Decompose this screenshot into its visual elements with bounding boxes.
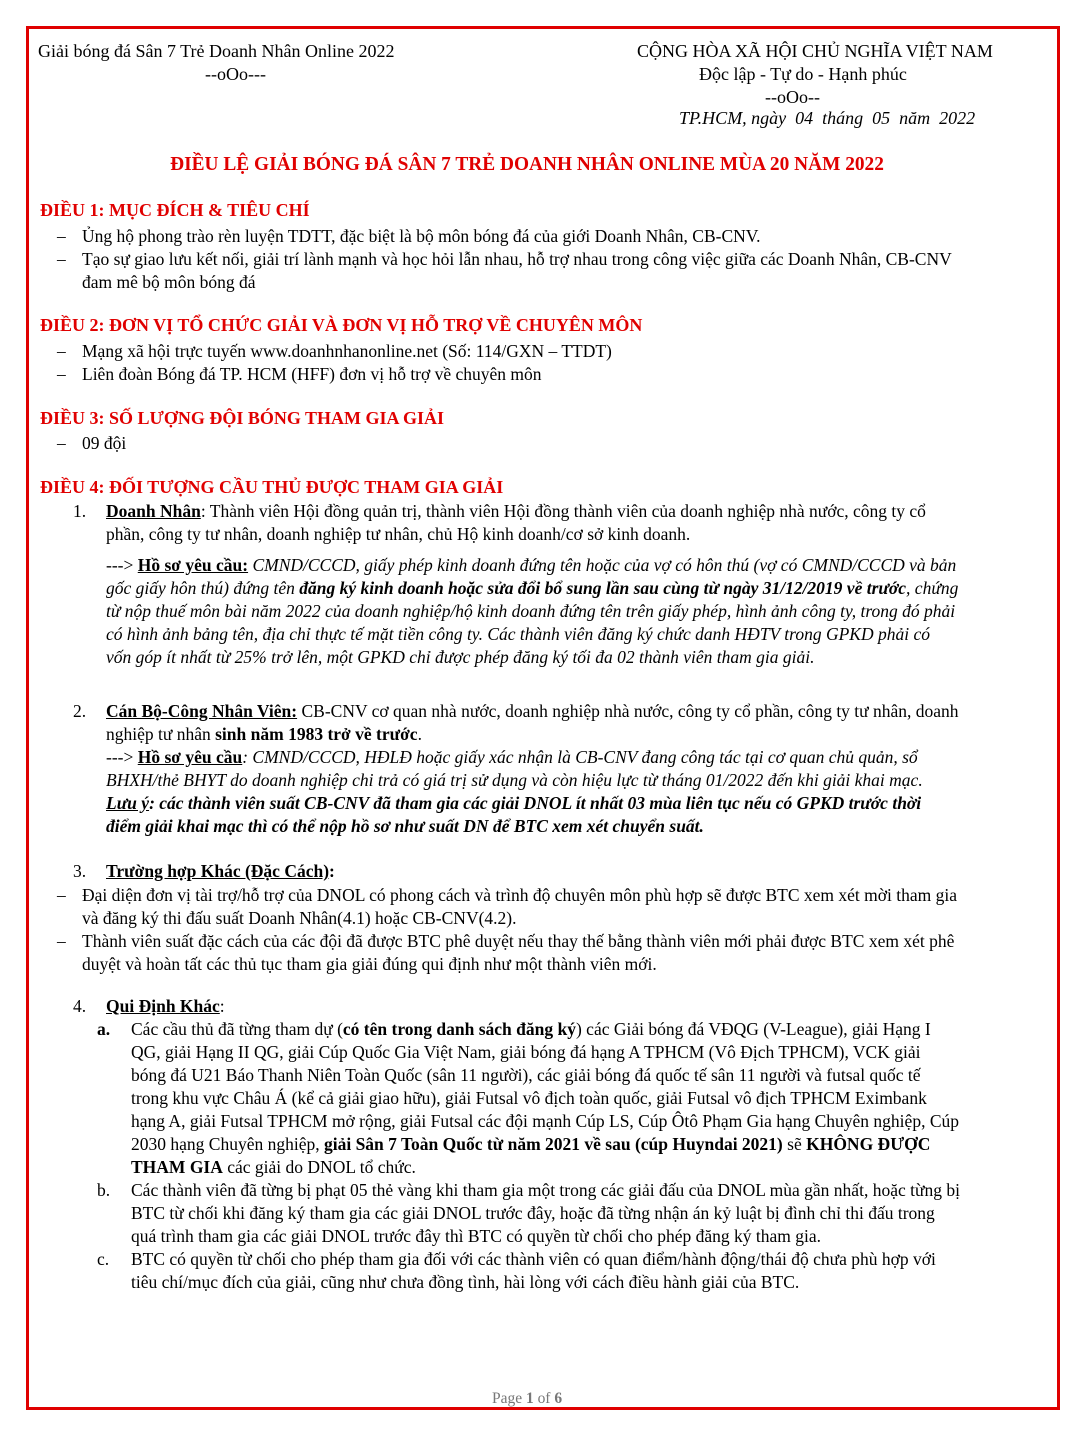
list-number: 2. xyxy=(73,701,87,721)
of-word: of xyxy=(533,1390,555,1407)
req-label: Hồ sơ yêu cầu: xyxy=(137,555,249,575)
text: nghiệp tư nhân xyxy=(106,724,216,744)
section-1-item-1: Ủng hộ phong trào rèn luyện TDTT, đặc biệt là bộ môn bóng đá của giới Doanh Nhân, CB-CNV. xyxy=(82,226,761,246)
text-bold: KHÔNG ĐƯỢC xyxy=(806,1134,931,1154)
item-4-3-dash-2: Thành viên suất đặc cách của các đội đã được BTC phê duyệt nếu thay thế bằng thành viên mới phải được BTC xem xét phê xyxy=(82,931,955,951)
rule-a-line-2: QG, giải Hạng II QG, giải Cúp Quốc Gia Việt Nam, giải bóng đá hạng A TPHCM (Vô Địch TPHCM), VCK giải xyxy=(131,1042,921,1062)
item-4-1-line-1 xyxy=(106,500,926,523)
document-title: ĐIỀU LỆ GIẢI BÓNG ĐÁ SÂN 7 TRẺ DOANH NHÂN ONLINE MÙA 20 NĂM 2022 xyxy=(170,153,884,175)
section-2-heading: ĐIỀU 2: ĐƠN VỊ TỔ CHỨC GIẢI VÀ ĐƠN VỊ HỖ TRỢ VỀ CHUYÊN MÔN xyxy=(40,315,643,335)
item-4-4-heading xyxy=(106,995,225,1018)
left-separator: --oOo--- xyxy=(205,64,266,84)
colon: : xyxy=(219,996,225,1016)
rule-b-line-1: Các thành viên đã từng bị phạt 05 thẻ vàng khi tham gia một trong các giải đấu của DNOL mùa gần nhất, hoặc từng bị xyxy=(131,1180,960,1200)
rule-c-line-2: tiêu chí/mục đích của giải, cũng như chưa đồng tình, hài lòng với cách điều hành giải của BTC. xyxy=(131,1272,800,1292)
text: ) các Giải bóng đá VĐQG (V-League), giải Hạng I xyxy=(575,1019,931,1039)
bullet-dash: – xyxy=(57,249,66,269)
req-4-1-line-1 xyxy=(106,554,956,577)
item-4-3-dash-1-cont: và đăng ký thi đấu suất Doanh Nhân(4.1) hoặc CB-CNV(4.2). xyxy=(82,908,517,928)
req-4-1-line-4: có hình ảnh bảng tên, địa chỉ thực tế mặt tiền công ty. Các thành viên đăng ký chức danh HĐTV trong GPKD phải có xyxy=(106,624,930,644)
item-4-3-dash-1: Đại diện đơn vị tài trợ/hỗ trợ của DNOL có phong cách và trình độ chuyên môn phù hợp sẽ được BTC xem xét mời tham gia xyxy=(82,885,958,905)
item-4-3-dash-2-cont: duyệt và hoàn tất các thủ tục tham gia giải đúng qui định như một thành viên mới. xyxy=(82,954,657,974)
req-4-1-line-2 xyxy=(106,577,958,600)
text: , chứng xyxy=(906,578,959,598)
text: sẽ xyxy=(782,1134,807,1154)
section-2-item-2: Liên đoàn Bóng đá TP. HCM (HFF) đơn vị hỗ trợ về chuyên môn xyxy=(82,364,542,384)
bullet-dash: – xyxy=(57,226,66,246)
section-2-item-1: Mạng xã hội trực tuyến www.doanhnhanonline.net (Số: 114/GXN – TTDT) xyxy=(82,341,612,361)
text-bold: sinh năm 1983 trở về trước xyxy=(215,724,418,744)
text: các giải do DNOL tổ chức. xyxy=(222,1157,416,1177)
list-number: 4. xyxy=(73,996,87,1016)
text: CB-CNV cơ quan nhà nước, doanh nghiệp nhà nước, công ty cổ phần, công ty tư nhân, doanh xyxy=(297,701,959,721)
arrow: ---> xyxy=(106,747,138,767)
bullet-dash: – xyxy=(57,931,66,951)
rule-a-line-6 xyxy=(131,1133,930,1156)
text: : các thành viên suất CB-CNV đã tham gia các giải DNOL ít nhất 03 mùa liên tục nếu có GPKD trước thời xyxy=(149,793,922,813)
rule-b-line-2: BTC từ chối khi đăng ký tham gia các giải DNOL trước đây, hoặc đã từng nhận án kỷ luật bị đình chỉ thi đấu trong xyxy=(131,1203,935,1223)
label-qui-dinh-khac: Qui Định Khác xyxy=(106,996,220,1016)
label-doanh-nhan: Doanh Nhân xyxy=(106,501,201,521)
rule-a-line-4: trong khu vực Châu Á (kể cả giải giao hữu), giải Futsal vô địch toàn quốc, giải Futsal vô địch TPHCM Eximbank xyxy=(131,1088,927,1108)
page-total: 6 xyxy=(554,1390,563,1407)
section-3-heading: ĐIỀU 3: SỐ LƯỢNG ĐỘI BÓNG THAM GIA GIẢI xyxy=(40,408,445,428)
right-separator: --oOo-- xyxy=(765,87,820,107)
rule-a-line-7 xyxy=(131,1156,416,1179)
rule-c-line-1: BTC có quyền từ chối cho phép tham gia đối với các thành viên có quan điểm/hành động/thái độ chưa phù hợp với xyxy=(131,1249,936,1269)
text: Các cầu thủ đã từng tham dự ( xyxy=(131,1019,343,1039)
section-4-heading: ĐIỀU 4: ĐỐI TƯỢNG CẦU THỦ ĐƯỢC THAM GIA GIẢI xyxy=(40,477,504,497)
page-word: Page xyxy=(491,1390,526,1407)
colon: : xyxy=(329,861,335,881)
bullet-dash: – xyxy=(57,364,66,384)
text: 2030 hạng Chuyên nghiệp, xyxy=(131,1134,324,1154)
text-bold: THAM GIA xyxy=(131,1157,223,1177)
text: . xyxy=(417,724,422,744)
national-motto: Độc lập - Tự do - Hạnh phúc xyxy=(699,64,907,84)
req-label: Hồ sơ yêu cầu xyxy=(137,747,243,767)
section-1-heading: ĐIỀU 1: MỤC ĐÍCH & TIÊU CHÍ xyxy=(40,200,310,220)
section-1-item-2: Tạo sự giao lưu kết nối, giải trí lành mạnh và học hỏi lẫn nhau, hỗ trợ nhau trong công việc giữa các Doanh Nhân, CB-CNV xyxy=(82,249,952,269)
note-label: Lưu ý xyxy=(106,793,150,813)
item-4-1-line-2: phần, công ty tư nhân, doanh nghiệp tư nhân, chủ Hộ kinh doanh/cơ sở kinh doanh. xyxy=(106,524,691,544)
req-4-2-line-1 xyxy=(106,746,918,769)
sub-marker-b: b. xyxy=(97,1180,111,1200)
list-number: 3. xyxy=(73,861,87,881)
label-cb-cnv: Cán Bộ-Công Nhân Viên: xyxy=(106,701,298,721)
document-date: TP.HCM, ngày 04 tháng 05 năm 2022 xyxy=(679,108,976,128)
sub-marker-a: a. xyxy=(97,1019,111,1039)
page-current: 1 xyxy=(525,1390,534,1407)
bullet-dash: – xyxy=(57,885,66,905)
text-bold: giải Sân 7 Toàn Quốc từ năm 2021 về sau (cúp Huyndai 2021) xyxy=(323,1134,783,1154)
bullet-dash: – xyxy=(57,341,66,361)
text: gốc giấy hôn thú) đứng tên xyxy=(106,578,300,598)
text-bold: đăng ký kinh doanh hoặc sửa đổi bổ sung lần sau cùng từ ngày 31/12/2019 về trước xyxy=(299,578,907,598)
rule-b-line-3: quá trình tham gia các giải DNOL trước đây thì BTC có quyền từ chối cho phép đăng ký tham gia. xyxy=(131,1226,821,1246)
section-3-item-1: 09 đội xyxy=(82,433,127,453)
page-number xyxy=(0,1390,1054,1408)
sub-marker-c: c. xyxy=(97,1249,110,1269)
item-4-3-heading xyxy=(106,860,335,883)
text-bold: có tên trong danh sách đăng ký xyxy=(342,1019,576,1039)
req-4-1-line-5: vốn góp ít nhất từ 25% trở lên, một GPKD chỉ được phép đăng ký tối đa 02 thành viên tham gia giải. xyxy=(106,647,815,667)
req-4-1-line-3: từ nộp thuế môn bài năm 2022 của doanh nghiệp/hộ kinh doanh đứng tên trên giấy phép, hình ảnh công ty, trong đó phải xyxy=(106,601,956,621)
item-4-2-line-2 xyxy=(106,723,422,746)
text: CMND/CCCD, giấy phép kinh doanh đứng tên hoặc của vợ có hôn thú (vợ có CMND/CCCD và bản xyxy=(248,555,957,575)
bullet-dash: – xyxy=(57,433,66,453)
req-4-2-line-2: BHXH/thẻ BHYT do doanh nghiệp chi trả có giá trị sử dụng và còn hiệu lực từ tháng 01/2022 đến khi giải khai mạc. xyxy=(106,770,923,790)
note-4-2-line-2: điểm giải khai mạc thì có thể nộp hồ sơ như suất DN để BTC xem xét chuyển suất. xyxy=(106,816,704,836)
rule-a-line-1 xyxy=(131,1018,931,1041)
rule-a-line-5: hạng A, giải Futsal TPHCM mở rộng, giải Futsal các đội mạnh Cúp LS, Cúp Ôtô Phạm Gia hạng Chuyên nghiệp, Cúp xyxy=(131,1111,959,1131)
text: : CMND/CCCD, HĐLĐ hoặc giấy xác nhận là CB-CNV đang công tác tại cơ quan chủ quản, sổ xyxy=(242,747,918,767)
arrow: ---> xyxy=(106,555,138,575)
note-4-2-line-1 xyxy=(106,792,921,815)
tournament-name: Giải bóng đá Sân 7 Trẻ Doanh Nhân Online 2022 xyxy=(38,41,395,61)
text: : Thành viên Hội đồng quản trị, thành viên Hội đồng thành viên của doanh nghiệp nhà nước, công ty cổ xyxy=(200,501,926,521)
rule-a-line-3: bóng đá U21 Báo Thanh Niên Toàn Quốc (sân 11 người), các giải bóng đá quốc tế sân 11 người và futsal quốc tế xyxy=(131,1065,921,1085)
section-1-item-2-cont: đam mê bộ môn bóng đá xyxy=(82,272,256,292)
list-number: 1. xyxy=(73,501,87,521)
national-title: CỘNG HÒA XÃ HỘI CHỦ NGHĨA VIỆT NAM xyxy=(637,41,993,61)
label-dac-cach: Trường hợp Khác (Đặc Cách) xyxy=(106,861,330,881)
item-4-2-line-1 xyxy=(106,700,959,723)
